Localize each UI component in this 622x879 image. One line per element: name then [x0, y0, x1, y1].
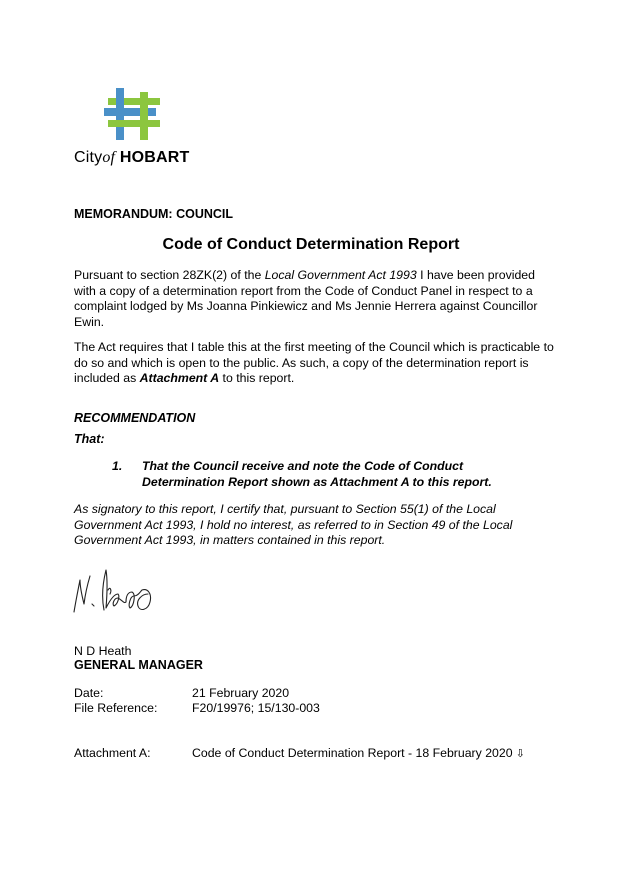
- act-text-b: to this report.: [219, 371, 295, 385]
- recommendation-item-number: 1.: [112, 459, 123, 473]
- city-name: HOBART: [119, 149, 190, 166]
- signatory-role: GENERAL MANAGER: [74, 658, 203, 672]
- date-label: Date:: [74, 686, 104, 700]
- file-reference-label: File Reference:: [74, 701, 158, 715]
- signature-icon: [68, 560, 164, 620]
- file-reference-value: F20/19976; 15/130-003: [192, 701, 320, 715]
- recommendation-that: That:: [74, 432, 105, 446]
- intro-paragraph: [74, 268, 554, 330]
- intro-text-a: Pursuant to section 28ZK(2) of the: [74, 268, 265, 282]
- act-name: Local Government Act 1993: [264, 268, 417, 282]
- city-of-hobart-wordmark: [74, 149, 190, 167]
- act-paragraph: [74, 340, 554, 387]
- down-arrow-icon[interactable]: ⇩: [515, 748, 525, 760]
- city-of: of: [102, 149, 116, 166]
- city-prefix: City: [74, 149, 103, 166]
- signatory-name: N D Heath: [74, 644, 132, 658]
- memo-heading: MEMORANDUM: COUNCIL: [74, 207, 234, 221]
- act-text-a: The Act requires that I table this at the first meeting of the Council which is practicable to do so and which is open to the public. As such, a copy of the determination report is included as: [74, 340, 554, 385]
- intro-text-b: I have been provided with a copy of a determination report from the Code of Conduct Panel in respect to a complaint lodged by Ms Joanna Pinkiewicz and Ms Jennie Herrera against Councillor Ewin.: [74, 268, 538, 329]
- attachment-label: Attachment A:: [74, 746, 151, 760]
- city-of-hobart-logo-icon: [100, 86, 164, 142]
- page-title: Code of Conduct Determination Report: [162, 236, 460, 253]
- attachment-ref: Attachment A: [139, 371, 220, 385]
- attachment-title[interactable]: Code of Conduct Determination Report - 18 February 2020: [192, 746, 513, 760]
- recommendation-heading: RECOMMENDATION: [74, 411, 196, 425]
- date-value: 21 February 2020: [192, 686, 290, 700]
- recommendation-item-text: That the Council receive and note the Code of Conduct Determination Report shown as Attachment A to this report.: [142, 459, 492, 489]
- attachment-link[interactable]: [192, 746, 525, 760]
- certification-statement: As signatory to this report, I certify that, pursuant to Section 55(1) of the Local Government Act 1993, I hold no interest, as referred to in Section 49 of the Local Government Act 1993, in matters contained in this report.: [74, 502, 513, 547]
